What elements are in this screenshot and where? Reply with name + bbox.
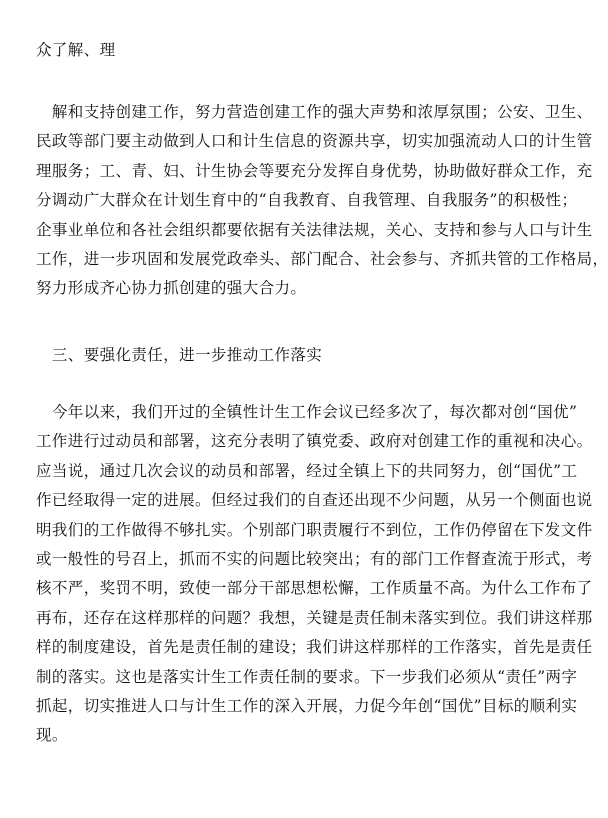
paragraph-support xyxy=(36,98,608,304)
text-line: 民政等部门要主动做到人口和计生信息的资源共享，切实加强流动人口的计生管 xyxy=(36,132,593,151)
text-line: 或一般性的号召上，抓而不实的问题比较突出；有的部门工作督查流于形式，考 xyxy=(36,550,593,569)
paragraph-fragment xyxy=(36,36,548,65)
text-line: 解和支持创建工作，努力营造创建工作的强大声势和浓厚氛围；公安、卫生、 xyxy=(36,103,593,121)
text-line: 再布，还存在这样那样的问题？我想，关键是责任制未落实到位。我们讲这样那 xyxy=(36,608,593,627)
text-line: 制的落实。这也是落实计生工作责任制的要求。下一步我们必须从“责任”两字 xyxy=(36,667,578,686)
text-line: 样的制度建设，首先是责任制的建设；我们讲这样那样的工作落实，首先是责任 xyxy=(36,638,593,657)
text-line: 工作进行过动员和部署，这充分表明了镇党委、政府对创建工作的重视和决心。 xyxy=(36,432,593,451)
text-line: 核不严，奖罚不明，致使一部分干部思想松懈，工作质量不高。为什么工作布了 xyxy=(36,579,593,598)
text-line: 企事业单位和各社会组织都要依据有关法律法规，关心、支持和参与人口与计生 xyxy=(36,220,593,239)
text-line: 努力形成齐心协力抓创建的强大合力。 xyxy=(36,279,307,298)
text-line: 众了解、理 xyxy=(36,41,116,59)
paragraph-responsibility xyxy=(36,398,593,751)
heading-line: 三、要强化责任，进一步推动工作落实 xyxy=(36,346,323,364)
text-line: 理服务；工、青、妇、计生协会等要充分发挥自身优势，协助做好群众工作，充 xyxy=(36,161,593,180)
text-line: 分调动广大群众在计划生育中的“自我教育、自我管理、自我服务”的积极性； xyxy=(36,191,578,210)
text-line: 今年以来，我们开过的全镇性计生工作会议已经多次了，每次都对创“国优” xyxy=(36,403,578,421)
section-heading xyxy=(36,341,548,370)
text-line: 现。 xyxy=(36,726,68,745)
text-line: 应当说，通过几次会议的动员和部署，经过全镇上下的共同努力，创“国优”工 xyxy=(36,461,578,480)
text-line: 抓起，切实推进人口与计生工作的深入开展，力促今年创“国优”目标的顺利实 xyxy=(36,697,578,716)
text-line: 明我们的工作做得不够扎实。个别部门职责履行不到位，工作仍停留在下发文件 xyxy=(36,520,593,539)
text-line: 作已经取得一定的进展。但经过我们的自查还出现不少问题，从另一个侧面也说 xyxy=(36,491,593,510)
text-line: 工作，进一步巩固和发展党政牵头、部门配合、社会参与、齐抓共管的工作格局， xyxy=(36,250,608,269)
